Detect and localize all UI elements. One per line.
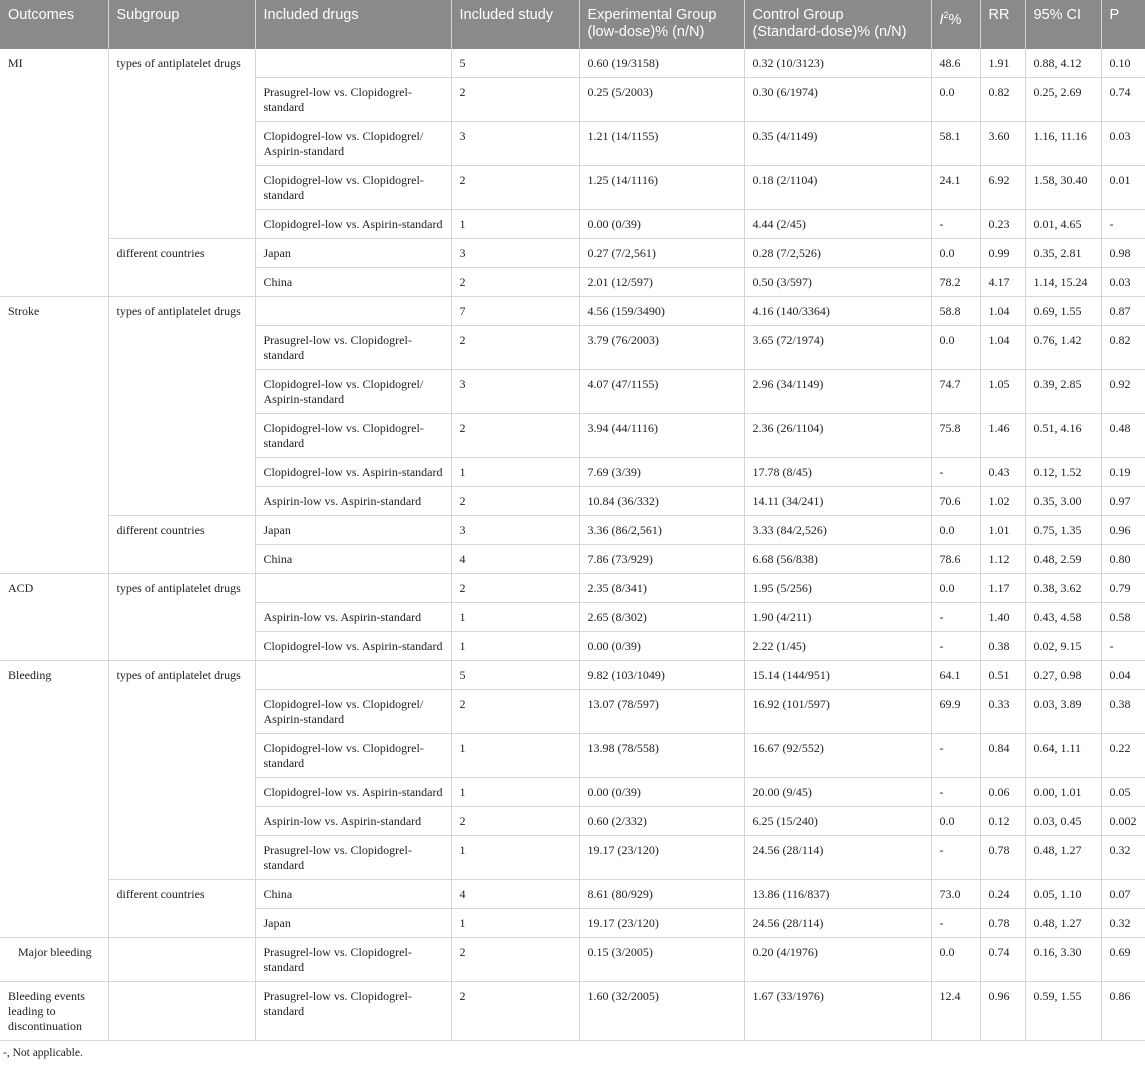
rr-cell: 4.17	[980, 268, 1025, 297]
header-experimental-line1: Experimental Group	[587, 7, 717, 23]
p-value-cell: 0.07	[1101, 880, 1145, 909]
ci-cell: 0.35, 3.00	[1025, 487, 1101, 516]
table-row	[0, 880, 1145, 909]
drug-cell: Clopidogrel-low vs. Aspirin-standard	[255, 632, 451, 661]
ci-cell: 0.16, 3.30	[1025, 938, 1101, 982]
experimental-cell: 0.27 (7/2,561)	[579, 239, 744, 268]
p-value-cell: 0.79	[1101, 574, 1145, 603]
table-row	[0, 661, 1145, 690]
control-cell: 2.22 (1/45)	[744, 632, 931, 661]
drug-cell: Clopidogrel-low vs. Aspirin-standard	[255, 458, 451, 487]
i2-cell: 0.0	[931, 78, 980, 122]
drug-cell: Prasugrel-low vs. Clopidogrel-standard	[255, 938, 451, 982]
control-cell: 0.32 (10/3123)	[744, 49, 931, 78]
subgroup-cell: types of antiplatelet drugs	[108, 49, 255, 239]
rr-cell: 1.05	[980, 370, 1025, 414]
rr-cell: 1.12	[980, 545, 1025, 574]
i2-cell: -	[931, 909, 980, 938]
i2-cell: 0.0	[931, 326, 980, 370]
rr-cell: 1.01	[980, 516, 1025, 545]
study-count-cell: 1	[451, 458, 579, 487]
header-i2-sup: 2	[943, 10, 949, 20]
header-p: P	[1101, 0, 1145, 49]
p-value-cell: 0.98	[1101, 239, 1145, 268]
drug-cell: Prasugrel-low vs. Clopidogrel-standard	[255, 982, 451, 1041]
ci-cell: 0.03, 0.45	[1025, 807, 1101, 836]
header-experimental-line2: (low-dose)% (n/N)	[587, 24, 705, 40]
control-cell: 0.50 (3/597)	[744, 268, 931, 297]
control-cell: 3.33 (84/2,526)	[744, 516, 931, 545]
drug-cell: Japan	[255, 239, 451, 268]
drug-cell: Clopidogrel-low vs. Clopidogrel/ Aspirin-standard	[255, 122, 451, 166]
study-count-cell: 3	[451, 516, 579, 545]
rr-cell: 6.92	[980, 166, 1025, 210]
study-count-cell: 1	[451, 210, 579, 239]
header-outcomes: Outcomes	[0, 0, 108, 49]
p-value-cell: -	[1101, 632, 1145, 661]
drug-cell: Japan	[255, 516, 451, 545]
header-experimental	[579, 0, 744, 49]
p-value-cell: 0.69	[1101, 938, 1145, 982]
ci-cell: 0.59, 1.55	[1025, 982, 1101, 1041]
experimental-cell: 0.00 (0/39)	[579, 210, 744, 239]
outcome-cell: Stroke	[0, 297, 108, 574]
ci-cell: 0.01, 4.65	[1025, 210, 1101, 239]
experimental-cell: 7.86 (73/929)	[579, 545, 744, 574]
experimental-cell: 2.01 (12/597)	[579, 268, 744, 297]
rr-cell: 0.24	[980, 880, 1025, 909]
drug-cell: Prasugrel-low vs. Clopidogrel-standard	[255, 836, 451, 880]
rr-cell: 0.84	[980, 734, 1025, 778]
experimental-cell: 1.60 (32/2005)	[579, 982, 744, 1041]
header-i2-suffix: %	[948, 11, 962, 28]
control-cell: 0.30 (6/1974)	[744, 78, 931, 122]
ci-cell: 0.64, 1.11	[1025, 734, 1101, 778]
p-value-cell: 0.97	[1101, 487, 1145, 516]
p-value-cell: 0.48	[1101, 414, 1145, 458]
i2-cell: 78.2	[931, 268, 980, 297]
ci-cell: 0.48, 2.59	[1025, 545, 1101, 574]
p-value-cell: 0.87	[1101, 297, 1145, 326]
rr-cell: 1.02	[980, 487, 1025, 516]
p-value-cell: 0.58	[1101, 603, 1145, 632]
subgroup-cell: different countries	[108, 239, 255, 297]
header-subgroup: Subgroup	[108, 0, 255, 49]
experimental-cell: 0.25 (5/2003)	[579, 78, 744, 122]
control-cell: 3.65 (72/1974)	[744, 326, 931, 370]
study-count-cell: 4	[451, 545, 579, 574]
header-rr: RR	[980, 0, 1025, 49]
drug-cell	[255, 574, 451, 603]
experimental-cell: 3.94 (44/1116)	[579, 414, 744, 458]
control-cell: 1.67 (33/1976)	[744, 982, 931, 1041]
ci-cell: 0.03, 3.89	[1025, 690, 1101, 734]
drug-cell: China	[255, 268, 451, 297]
ci-cell: 0.12, 1.52	[1025, 458, 1101, 487]
study-count-cell: 3	[451, 122, 579, 166]
header-i2	[931, 0, 980, 49]
experimental-cell: 0.60 (2/332)	[579, 807, 744, 836]
i2-cell: 24.1	[931, 166, 980, 210]
i2-cell: 0.0	[931, 807, 980, 836]
header-ci: 95% CI	[1025, 0, 1101, 49]
i2-cell: 75.8	[931, 414, 980, 458]
experimental-cell: 13.98 (78/558)	[579, 734, 744, 778]
rr-cell: 1.40	[980, 603, 1025, 632]
experimental-cell: 0.00 (0/39)	[579, 632, 744, 661]
control-cell: 16.92 (101/597)	[744, 690, 931, 734]
drug-cell: Clopidogrel-low vs. Clopidogrel-standard	[255, 414, 451, 458]
subgroup-cell: types of antiplatelet drugs	[108, 297, 255, 516]
control-cell: 24.56 (28/114)	[744, 836, 931, 880]
p-value-cell: 0.19	[1101, 458, 1145, 487]
p-value-cell: 0.04	[1101, 661, 1145, 690]
experimental-cell: 13.07 (78/597)	[579, 690, 744, 734]
study-count-cell: 1	[451, 632, 579, 661]
drug-cell: China	[255, 880, 451, 909]
ci-cell: 0.35, 2.81	[1025, 239, 1101, 268]
study-count-cell: 3	[451, 370, 579, 414]
table-row	[0, 49, 1145, 78]
study-count-cell: 1	[451, 734, 579, 778]
drug-cell: Clopidogrel-low vs. Clopidogrel/ Aspirin-standard	[255, 690, 451, 734]
ci-cell: 0.00, 1.01	[1025, 778, 1101, 807]
rr-cell: 1.91	[980, 49, 1025, 78]
subgroup-cell-empty	[108, 938, 255, 982]
control-cell: 14.11 (34/241)	[744, 487, 931, 516]
p-value-cell: 0.01	[1101, 166, 1145, 210]
outcome-cell: MI	[0, 49, 108, 297]
control-cell: 4.44 (2/45)	[744, 210, 931, 239]
drug-cell	[255, 297, 451, 326]
p-value-cell: 0.92	[1101, 370, 1145, 414]
control-cell: 0.28 (7/2,526)	[744, 239, 931, 268]
outcome-cell: ACD	[0, 574, 108, 661]
control-cell: 20.00 (9/45)	[744, 778, 931, 807]
ci-cell: 0.69, 1.55	[1025, 297, 1101, 326]
subgroup-cell-empty	[108, 982, 255, 1041]
experimental-cell: 1.25 (14/1116)	[579, 166, 744, 210]
rr-cell: 0.33	[980, 690, 1025, 734]
control-cell: 13.86 (116/837)	[744, 880, 931, 909]
study-count-cell: 2	[451, 690, 579, 734]
i2-cell: -	[931, 778, 980, 807]
ci-cell: 0.51, 4.16	[1025, 414, 1101, 458]
control-cell: 16.67 (92/552)	[744, 734, 931, 778]
i2-cell: 0.0	[931, 239, 980, 268]
header-control-line2: (Standard-dose)% (n/N)	[752, 24, 907, 40]
ci-cell: 0.75, 1.35	[1025, 516, 1101, 545]
control-cell: 15.14 (144/951)	[744, 661, 931, 690]
i2-cell: 48.6	[931, 49, 980, 78]
p-value-cell: 0.74	[1101, 78, 1145, 122]
study-count-cell: 2	[451, 414, 579, 458]
subgroup-cell: different countries	[108, 516, 255, 574]
i2-cell: -	[931, 210, 980, 239]
control-cell: 2.96 (34/1149)	[744, 370, 931, 414]
header-control-line1: Control Group	[752, 7, 844, 23]
ci-cell: 0.39, 2.85	[1025, 370, 1101, 414]
study-count-cell: 2	[451, 487, 579, 516]
ci-cell: 1.58, 30.40	[1025, 166, 1101, 210]
rr-cell: 1.46	[980, 414, 1025, 458]
study-count-cell: 3	[451, 239, 579, 268]
i2-cell: 58.8	[931, 297, 980, 326]
experimental-cell: 9.82 (103/1049)	[579, 661, 744, 690]
i2-cell: -	[931, 734, 980, 778]
control-cell: 0.18 (2/1104)	[744, 166, 931, 210]
control-cell: 1.95 (5/256)	[744, 574, 931, 603]
p-value-cell: 0.03	[1101, 268, 1145, 297]
i2-cell: 70.6	[931, 487, 980, 516]
rr-cell: 1.04	[980, 326, 1025, 370]
study-count-cell: 2	[451, 807, 579, 836]
table-row	[0, 982, 1145, 1041]
experimental-cell: 4.07 (47/1155)	[579, 370, 744, 414]
i2-cell: 0.0	[931, 516, 980, 545]
drug-cell	[255, 49, 451, 78]
p-value-cell: 0.10	[1101, 49, 1145, 78]
control-cell: 2.36 (26/1104)	[744, 414, 931, 458]
ci-cell: 0.38, 3.62	[1025, 574, 1101, 603]
drug-cell	[255, 661, 451, 690]
drug-cell: Clopidogrel-low vs. Clopidogrel-standard	[255, 166, 451, 210]
control-cell: 6.68 (56/838)	[744, 545, 931, 574]
p-value-cell: 0.32	[1101, 836, 1145, 880]
i2-cell: 74.7	[931, 370, 980, 414]
outcome-cell: Major bleeding	[0, 938, 108, 982]
ci-cell: 1.16, 11.16	[1025, 122, 1101, 166]
rr-cell: 0.74	[980, 938, 1025, 982]
outcome-cell: Bleeding events leading to discontinuation	[0, 982, 108, 1041]
header-included-study: Included study	[451, 0, 579, 49]
table-row	[0, 938, 1145, 982]
footnote: -, Not applicable.	[3, 1047, 83, 1059]
drug-cell: Clopidogrel-low vs. Clopidogrel/ Aspirin-standard	[255, 370, 451, 414]
rr-cell: 1.04	[980, 297, 1025, 326]
i2-cell: 12.4	[931, 982, 980, 1041]
header-control	[744, 0, 931, 49]
p-value-cell: 0.38	[1101, 690, 1145, 734]
rr-cell: 0.78	[980, 909, 1025, 938]
table-row	[0, 574, 1145, 603]
drug-cell: China	[255, 545, 451, 574]
study-count-cell: 1	[451, 836, 579, 880]
control-cell: 1.90 (4/211)	[744, 603, 931, 632]
rr-cell: 0.38	[980, 632, 1025, 661]
experimental-cell: 2.65 (8/302)	[579, 603, 744, 632]
study-count-cell: 7	[451, 297, 579, 326]
study-count-cell: 2	[451, 326, 579, 370]
p-value-cell: 0.05	[1101, 778, 1145, 807]
study-count-cell: 2	[451, 938, 579, 982]
experimental-cell: 1.21 (14/1155)	[579, 122, 744, 166]
experimental-cell: 0.15 (3/2005)	[579, 938, 744, 982]
ci-cell: 0.27, 0.98	[1025, 661, 1101, 690]
drug-cell: Aspirin-low vs. Aspirin-standard	[255, 807, 451, 836]
experimental-cell: 19.17 (23/120)	[579, 909, 744, 938]
study-count-cell: 2	[451, 268, 579, 297]
rr-cell: 0.43	[980, 458, 1025, 487]
drug-cell: Prasugrel-low vs. Clopidogrel-standard	[255, 326, 451, 370]
p-value-cell: 0.80	[1101, 545, 1145, 574]
table-row	[0, 297, 1145, 326]
p-value-cell: -	[1101, 210, 1145, 239]
rr-cell: 0.51	[980, 661, 1025, 690]
study-count-cell: 1	[451, 778, 579, 807]
table-row	[0, 239, 1145, 268]
ci-cell: 0.48, 1.27	[1025, 836, 1101, 880]
study-count-cell: 4	[451, 880, 579, 909]
experimental-cell: 0.60 (19/3158)	[579, 49, 744, 78]
study-count-cell: 5	[451, 661, 579, 690]
ci-cell: 0.43, 4.58	[1025, 603, 1101, 632]
experimental-cell: 0.00 (0/39)	[579, 778, 744, 807]
rr-cell: 1.17	[980, 574, 1025, 603]
study-count-cell: 2	[451, 574, 579, 603]
control-cell: 6.25 (15/240)	[744, 807, 931, 836]
i2-cell: 69.9	[931, 690, 980, 734]
control-cell: 24.56 (28/114)	[744, 909, 931, 938]
header-included-drugs: Included drugs	[255, 0, 451, 49]
p-value-cell: 0.03	[1101, 122, 1145, 166]
ci-cell: 0.05, 1.10	[1025, 880, 1101, 909]
control-cell: 17.78 (8/45)	[744, 458, 931, 487]
drug-cell: Japan	[255, 909, 451, 938]
study-count-cell: 1	[451, 603, 579, 632]
rr-cell: 0.23	[980, 210, 1025, 239]
i2-cell: -	[931, 836, 980, 880]
study-count-cell: 2	[451, 78, 579, 122]
control-cell: 0.35 (4/1149)	[744, 122, 931, 166]
study-count-cell: 5	[451, 49, 579, 78]
i2-cell: -	[931, 603, 980, 632]
header-i2-symbol: I	[939, 11, 944, 28]
p-value-cell: 0.82	[1101, 326, 1145, 370]
rr-cell: 0.06	[980, 778, 1025, 807]
rr-cell: 0.78	[980, 836, 1025, 880]
subgroup-cell: types of antiplatelet drugs	[108, 661, 255, 880]
control-cell: 0.20 (4/1976)	[744, 938, 931, 982]
experimental-cell: 8.61 (80/929)	[579, 880, 744, 909]
i2-cell: 73.0	[931, 880, 980, 909]
drug-cell: Clopidogrel-low vs. Clopidogrel-standard	[255, 734, 451, 778]
outcome-cell: Bleeding	[0, 661, 108, 938]
subgroup-cell: different countries	[108, 880, 255, 938]
i2-cell: 58.1	[931, 122, 980, 166]
header-row	[0, 0, 1145, 49]
experimental-cell: 10.84 (36/332)	[579, 487, 744, 516]
drug-cell: Aspirin-low vs. Aspirin-standard	[255, 487, 451, 516]
experimental-cell: 2.35 (8/341)	[579, 574, 744, 603]
study-count-cell: 2	[451, 982, 579, 1041]
experimental-cell: 3.79 (76/2003)	[579, 326, 744, 370]
experimental-cell: 19.17 (23/120)	[579, 836, 744, 880]
table-row	[0, 516, 1145, 545]
p-value-cell: 0.22	[1101, 734, 1145, 778]
ci-cell: 0.48, 1.27	[1025, 909, 1101, 938]
study-count-cell: 1	[451, 909, 579, 938]
rr-cell: 0.82	[980, 78, 1025, 122]
subgroup-cell: types of antiplatelet drugs	[108, 574, 255, 661]
p-value-cell: 0.32	[1101, 909, 1145, 938]
drug-cell: Aspirin-low vs. Aspirin-standard	[255, 603, 451, 632]
p-value-cell: 0.002	[1101, 807, 1145, 836]
i2-cell: -	[931, 458, 980, 487]
drug-cell: Clopidogrel-low vs. Aspirin-standard	[255, 210, 451, 239]
i2-cell: 0.0	[931, 574, 980, 603]
rr-cell: 3.60	[980, 122, 1025, 166]
control-cell: 4.16 (140/3364)	[744, 297, 931, 326]
drug-cell: Clopidogrel-low vs. Aspirin-standard	[255, 778, 451, 807]
experimental-cell: 3.36 (86/2,561)	[579, 516, 744, 545]
experimental-cell: 4.56 (159/3490)	[579, 297, 744, 326]
ci-cell: 0.76, 1.42	[1025, 326, 1101, 370]
drug-cell: Prasugrel-low vs. Clopidogrel-standard	[255, 78, 451, 122]
i2-cell: 78.6	[931, 545, 980, 574]
p-value-cell: 0.86	[1101, 982, 1145, 1041]
i2-cell: 0.0	[931, 938, 980, 982]
ci-cell: 0.88, 4.12	[1025, 49, 1101, 78]
ci-cell: 0.25, 2.69	[1025, 78, 1101, 122]
rr-cell: 0.12	[980, 807, 1025, 836]
ci-cell: 1.14, 15.24	[1025, 268, 1101, 297]
ci-cell: 0.02, 9.15	[1025, 632, 1101, 661]
i2-cell: 64.1	[931, 661, 980, 690]
study-count-cell: 2	[451, 166, 579, 210]
experimental-cell: 7.69 (3/39)	[579, 458, 744, 487]
rr-cell: 0.96	[980, 982, 1025, 1041]
i2-cell: -	[931, 632, 980, 661]
p-value-cell: 0.96	[1101, 516, 1145, 545]
rr-cell: 0.99	[980, 239, 1025, 268]
